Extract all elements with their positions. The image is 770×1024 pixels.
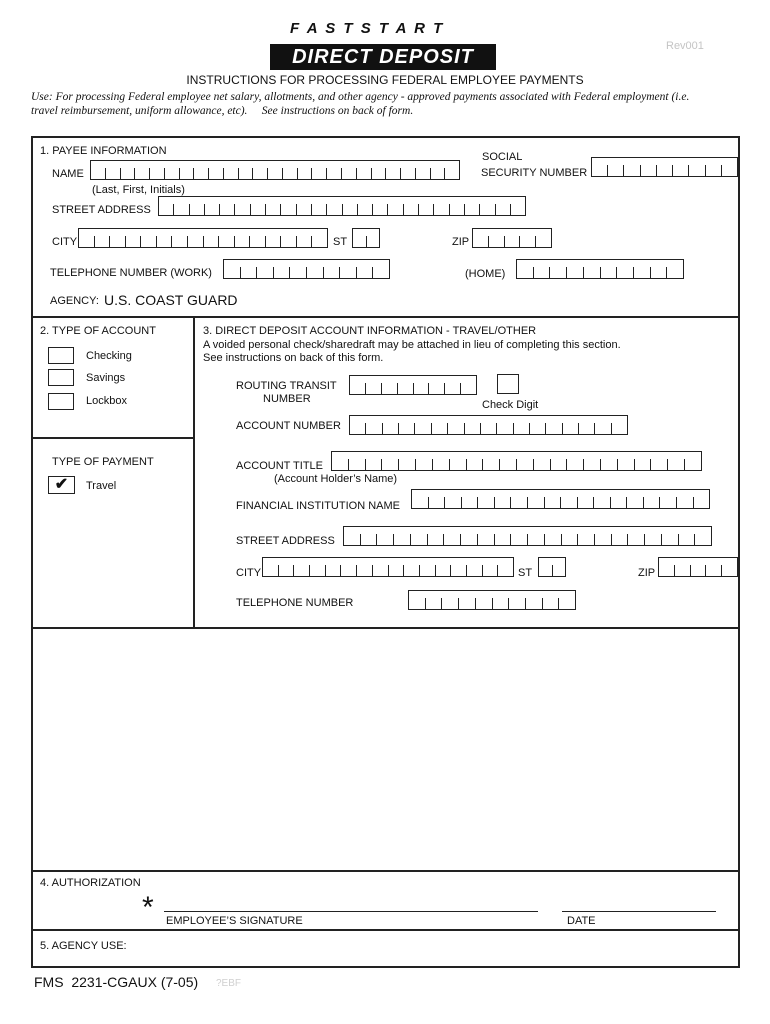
zip-label: ZIP xyxy=(452,236,470,248)
savings-checkbox[interactable] xyxy=(48,369,74,386)
routing-label-1: ROUTING TRANSIT xyxy=(236,380,337,392)
authorization-section-title: 4. AUTHORIZATION xyxy=(40,877,141,889)
logo-text: DIRECT DEPOSIT xyxy=(292,45,474,68)
use-text-line-1: Use: For processing Federal employee net salary, allotments, and other agency - approved payments associated with Federal employment (i.e. xyxy=(31,91,690,103)
deposit-section-title: 3. DIRECT DEPOSIT ACCOUNT INFORMATION - TRAVEL/OTHER xyxy=(203,325,537,337)
checking-label: Checking xyxy=(86,350,132,362)
agency-use-section-title: 5. AGENCY USE: xyxy=(40,940,127,952)
use-text-line-2: travel reimbursement, uniform allowance, etc). See instructions on back of form. xyxy=(31,105,414,117)
account-number-label: ACCOUNT NUMBER xyxy=(236,420,341,432)
ssn-label-2: SECURITY NUMBER xyxy=(481,167,588,179)
divider-agency-top xyxy=(31,929,740,931)
fi-zip-field[interactable] xyxy=(658,557,738,577)
account-type-section-title: 2. TYPE OF ACCOUNT xyxy=(40,325,156,337)
fi-street-field[interactable] xyxy=(343,526,712,546)
phone-home-field[interactable] xyxy=(516,259,684,279)
footer-tag: ?EBF xyxy=(216,978,242,989)
check-digit-field[interactable] xyxy=(497,374,519,394)
lockbox-checkbox[interactable] xyxy=(48,393,74,410)
divider-vertical xyxy=(193,316,195,628)
financial-institution-field[interactable] xyxy=(411,489,710,509)
name-hint: (Last, First, Initials) xyxy=(92,184,185,196)
fi-phone-field[interactable] xyxy=(408,590,576,610)
fi-zip-label: ZIP xyxy=(638,567,656,579)
fi-state-label: ST xyxy=(518,567,533,579)
fi-city-field[interactable] xyxy=(262,557,514,577)
signature-label: EMPLOYEE’S SIGNATURE xyxy=(166,915,303,927)
account-title-label: ACCOUNT TITLE xyxy=(236,460,323,472)
account-title-hint: (Account Holder’s Name) xyxy=(274,473,398,485)
date-label: DATE xyxy=(567,915,596,927)
routing-number-field[interactable] xyxy=(349,375,477,395)
date-line[interactable] xyxy=(562,911,716,912)
city-label: CITY xyxy=(52,236,78,248)
travel-label: Travel xyxy=(86,480,117,492)
travel-checkbox[interactable] xyxy=(48,476,75,494)
divider-payee-bottom xyxy=(31,316,740,318)
fi-state-field[interactable] xyxy=(538,557,566,577)
name-label: NAME xyxy=(52,168,84,180)
ssn-label-1: SOCIAL xyxy=(482,151,523,163)
ssn-field[interactable] xyxy=(591,157,738,177)
check-mark-icon: ✔ xyxy=(54,476,69,493)
required-asterisk-icon: * xyxy=(142,891,154,924)
divider-auth-top xyxy=(31,870,740,872)
city-field[interactable] xyxy=(78,228,328,248)
state-label: ST xyxy=(333,236,348,248)
divider-deposit-bottom xyxy=(31,627,740,629)
phone-work-field[interactable] xyxy=(223,259,390,279)
fi-phone-label: TELEPHONE NUMBER xyxy=(236,597,354,609)
agency-label: AGENCY: xyxy=(50,295,99,307)
fi-street-label: STREET ADDRESS xyxy=(236,535,335,547)
routing-label-2: NUMBER xyxy=(263,393,311,405)
divider-account-type-bottom xyxy=(31,437,194,439)
financial-institution-label: FINANCIAL INSTITUTION NAME xyxy=(236,500,400,512)
street-address-field[interactable] xyxy=(158,196,526,216)
deposit-note-1: A voided personal check/sharedraft may be attached in lieu of completing this section. xyxy=(203,339,621,351)
revision-label: Rev001 xyxy=(666,40,704,52)
signature-line[interactable] xyxy=(164,911,538,912)
account-number-field[interactable] xyxy=(349,415,628,435)
checking-checkbox[interactable] xyxy=(48,347,74,364)
form-id: FMS 2231-CGAUX (7-05) xyxy=(34,974,199,990)
account-title-field[interactable] xyxy=(331,451,702,471)
lockbox-label: Lockbox xyxy=(86,395,127,407)
zip-field[interactable] xyxy=(472,228,552,248)
deposit-note-2: See instructions on back of this form. xyxy=(203,352,384,364)
name-field[interactable] xyxy=(90,160,460,180)
form-instructions-title: INSTRUCTIONS FOR PROCESSING FEDERAL EMPLOYEE PAYMENTS xyxy=(186,73,584,87)
phone-work-label: TELEPHONE NUMBER (WORK) xyxy=(50,267,212,279)
check-digit-label: Check Digit xyxy=(482,399,539,411)
direct-deposit-logo xyxy=(270,44,496,70)
agency-value: U.S. COAST GUARD xyxy=(104,292,238,308)
savings-label: Savings xyxy=(86,372,126,384)
fi-city-label: CITY xyxy=(236,567,262,579)
payee-section-title: 1. PAYEE INFORMATION xyxy=(40,145,167,157)
state-field[interactable] xyxy=(352,228,380,248)
faststart-title: F A S T S T A R T xyxy=(290,20,445,37)
phone-home-label: (HOME) xyxy=(465,268,506,280)
payment-type-title: TYPE OF PAYMENT xyxy=(52,456,154,468)
street-address-label: STREET ADDRESS xyxy=(52,204,151,216)
